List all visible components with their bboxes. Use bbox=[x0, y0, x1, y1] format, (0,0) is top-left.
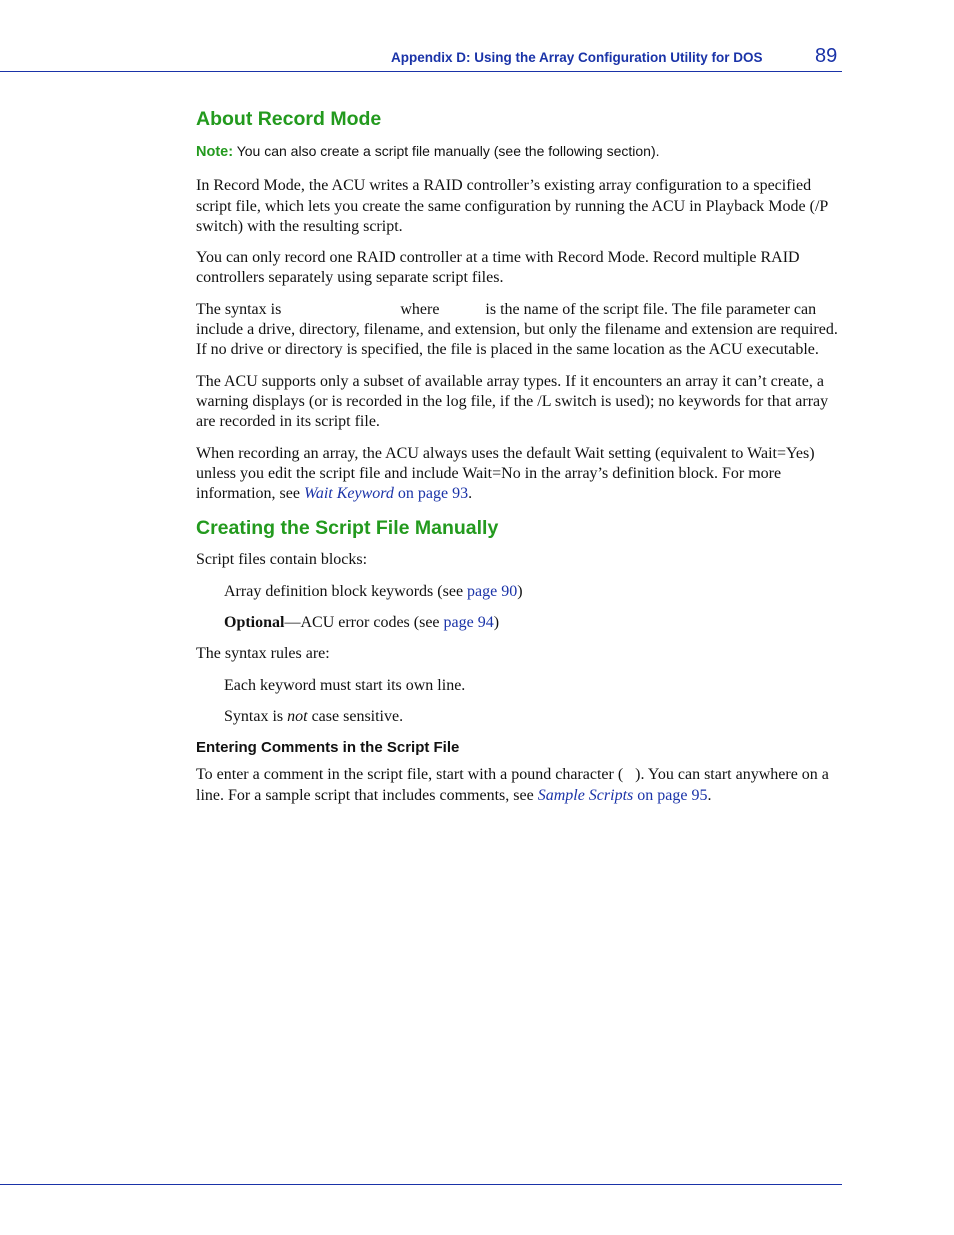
sample-scripts-link-title: Sample Scripts bbox=[537, 786, 634, 804]
footer-rule bbox=[0, 1184, 842, 1185]
record-mode-paragraph-4: The ACU supports only a subset of available array types. If it encounters an array it can’t create, a warning displays (or is recorded in the log file, if the /L switch is used); no keywords for that array are recorded in its script file. bbox=[196, 372, 829, 431]
syntax-text-a: The syntax is bbox=[196, 300, 286, 318]
list-item-text: —ACU error codes (see bbox=[284, 614, 444, 632]
wait-text-end: . bbox=[468, 485, 473, 503]
page-number: 89 bbox=[815, 45, 838, 67]
list-item-text-end: ) bbox=[493, 614, 500, 632]
list-item-error-codes bbox=[196, 613, 842, 633]
optional-label: Optional bbox=[224, 614, 285, 632]
list-item-array-definition bbox=[196, 582, 842, 602]
note-paragraph bbox=[196, 141, 842, 162]
list-item-text: Array definition block keywords (see bbox=[224, 582, 468, 600]
comments-paragraph bbox=[196, 765, 842, 806]
section-heading-creating-script: Creating the Script File Manually bbox=[196, 517, 499, 540]
wait-paragraph bbox=[196, 444, 842, 505]
rule-text-italic: not bbox=[287, 707, 308, 725]
comments-text-b: ). You can start anywhere on a line. For a sample script that includes comments, see bbox=[196, 766, 829, 804]
syntax-text-b: where bbox=[396, 300, 444, 318]
list-item-case-sensitive bbox=[196, 707, 842, 727]
syntax-text-c: is the name of the script file. The file parameter can include a drive, directory, filename, and extension, but only the filename and extension are required. If no drive or directory is specified, the file is placed in the same location as the ACU executable. bbox=[196, 300, 838, 359]
page-body bbox=[196, 106, 842, 817]
subsection-heading-comments: Entering Comments in the Script File bbox=[196, 739, 460, 757]
note-label: Note: bbox=[196, 144, 234, 160]
page-90-link[interactable]: page 90 bbox=[467, 582, 518, 600]
wait-keyword-link-page: on page 93 bbox=[393, 485, 469, 503]
sample-scripts-link-page: on page 95 bbox=[633, 786, 708, 804]
wait-keyword-link-title: Wait Keyword bbox=[303, 485, 394, 503]
wait-keyword-link[interactable] bbox=[304, 485, 468, 502]
section-heading-record-mode: About Record Mode bbox=[196, 108, 382, 130]
page-94-link[interactable]: page 94 bbox=[443, 614, 494, 632]
running-header-title: Appendix D: Using the Array Configuration Utility for DOS bbox=[391, 50, 763, 65]
note-text: You can also create a script file manually (see the following section). bbox=[233, 143, 660, 159]
syntax-paragraph bbox=[196, 300, 842, 361]
list-item-keyword-line: Each keyword must start its own line. bbox=[224, 676, 466, 694]
list-item-text-end: ) bbox=[517, 582, 523, 600]
rule-text-a: Syntax is bbox=[224, 707, 288, 725]
comments-text-end: . bbox=[707, 786, 712, 804]
rule-text-b: case sensitive. bbox=[307, 707, 404, 725]
syntax-rules-intro: The syntax rules are: bbox=[196, 645, 330, 663]
record-mode-paragraph-2: You can only record one RAID controller at a time with Record Mode. Record multiple RAID controllers separately using separate script files. bbox=[196, 249, 800, 287]
header-rule bbox=[0, 71, 842, 72]
script-blocks-intro: Script files contain blocks: bbox=[196, 551, 368, 569]
comments-text-a: To enter a comment in the script file, start with a pound character ( bbox=[196, 766, 624, 784]
wait-text: When recording an array, the ACU always uses the default Wait setting (equivalent to Wait=Yes) unless you edit the script file and include Wait=No in the array’s definition block. For more information, see bbox=[196, 444, 815, 503]
record-mode-paragraph-1: In Record Mode, the ACU writes a RAID controller’s existing array configuration to a specified script file, which lets you create the same configuration by running the ACU in Playback Mode (/P switch) with the resulting script. bbox=[196, 177, 828, 235]
sample-scripts-link[interactable] bbox=[538, 787, 708, 804]
